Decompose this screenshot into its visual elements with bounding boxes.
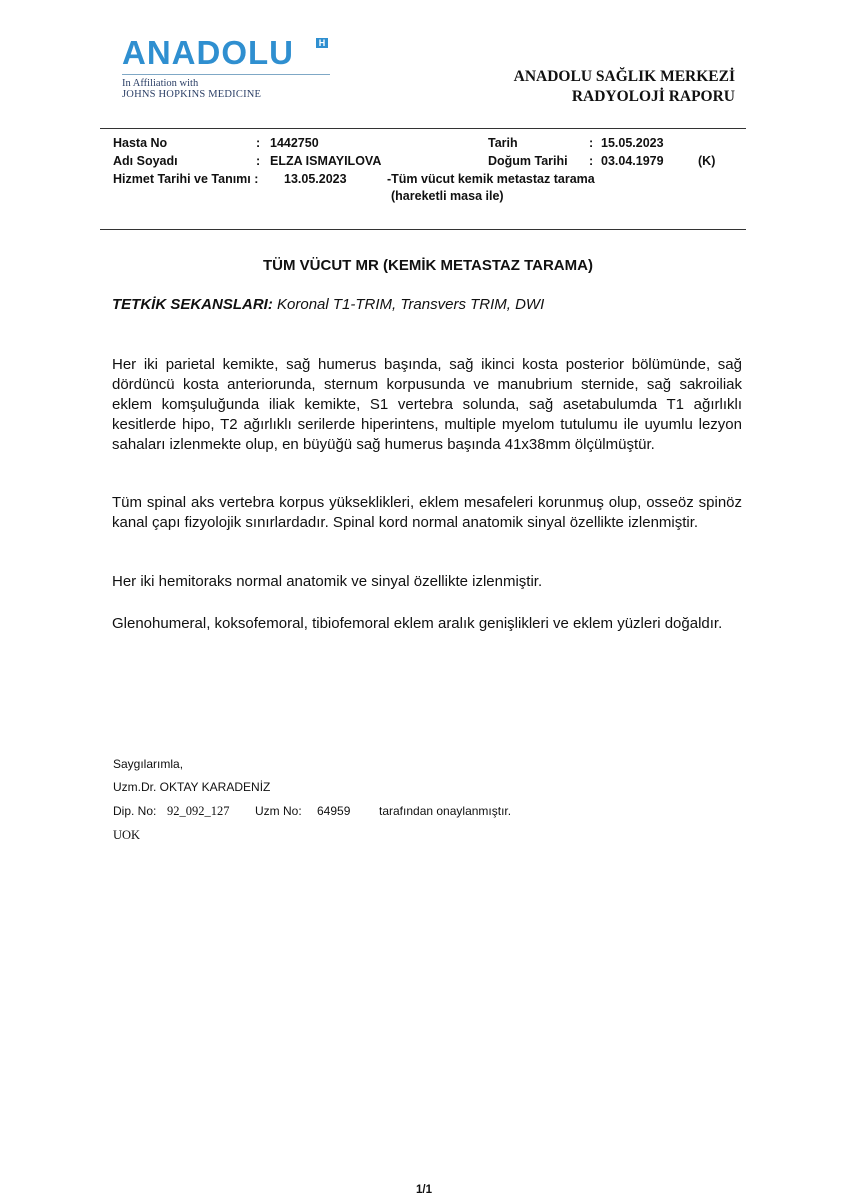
patient-no-label: Hasta No xyxy=(113,136,168,150)
header-divider-bottom xyxy=(100,229,746,230)
sequences-line xyxy=(112,297,544,312)
patient-name-value: ELZA ISMAYILOVA xyxy=(270,154,382,168)
sex-badge: (K) xyxy=(698,154,716,168)
sequences-label: TETKİK SEKANSLARI: xyxy=(112,296,273,313)
logo-brand: ANADOLU xyxy=(122,34,294,71)
patient-no-sep: : xyxy=(256,136,261,150)
birth-date-sep: : xyxy=(589,154,594,168)
findings-paragraph-spine: Tüm spinal aks vertebra korpus yükseklikleri, eklem mesafeleri korunmuş olup, osseöz spinöz kanal çapı fizyolojik sınırlardadır. Spinal kord normal anatomik sinyal özellikte izlenmiştir. xyxy=(112,494,742,531)
closing-text: Saygılarımla, xyxy=(113,757,184,771)
report-date-label: Tarih xyxy=(488,136,518,150)
diploma-number: 92_092_127 xyxy=(167,804,230,818)
report-type: RADYOLOJİ RAPORU xyxy=(571,88,735,105)
page-number: 1/1 xyxy=(416,1184,432,1196)
patient-no-value: 1442750 xyxy=(270,136,319,150)
report-title: TÜM VÜCUT MR (KEMİK METASTAZ TARAMA) xyxy=(263,257,593,274)
report-date-sep: : xyxy=(589,136,594,150)
patient-name-sep: : xyxy=(256,154,261,168)
approver-initials: UOK xyxy=(113,828,141,842)
institution-name: ANADOLU SAĞLIK MERKEZİ xyxy=(513,68,735,85)
specialist-label: Uzm No: xyxy=(255,804,302,818)
service-label: Hizmet Tarihi ve Tanımı : xyxy=(113,172,259,186)
findings-paragraph-thorax: Her iki hemitoraks normal anatomik ve sinyal özellikte izlenmiştir. xyxy=(112,573,543,590)
service-date: 13.05.2023 xyxy=(284,172,347,186)
birth-date-label: Doğum Tarihi xyxy=(488,154,568,168)
logo-affiliation: In Affiliation with xyxy=(122,78,199,89)
report-date-value: 15.05.2023 xyxy=(601,136,664,150)
service-description: -Tüm vücut kemik metastaz tarama xyxy=(387,172,595,186)
header-divider-top xyxy=(100,128,746,129)
findings-paragraph-joints: Glenohumeral, koksofemoral, tibiofemoral eklem aralık genişlikleri ve eklem yüzleri doğaldır. xyxy=(112,615,723,632)
birth-date-value: 03.04.1979 xyxy=(601,154,664,168)
service-description-detail: (hareketli masa ile) xyxy=(391,189,504,203)
approval-text: tarafından onaylanmıştır. xyxy=(379,804,512,818)
specialist-number: 64959 xyxy=(317,804,351,818)
logo-divider xyxy=(122,74,330,75)
doctor-name: Uzm.Dr. OKTAY KARADENİZ xyxy=(113,780,271,794)
hospital-h-icon: H xyxy=(316,38,328,48)
findings-paragraph-lesions: Her iki parietal kemikte, sağ humerus başında, sağ ikinci kosta posterior bölümünde, sağ dördüncü kosta anteriorunda, sternum korpusunda ve manubrium sternide, sağ sakroiliak eklem komşuluğunda iliak kemikte, S1 vertebra solunda, sağ asetabulumda T1 ağırlıklı kesitlerde hipo, T2 ağırlıklı serilerde hiperintens, multiple myelom tutulumu ile uyumlu lezyon sahaları izlenmekte olup, en büyüğü sağ humerus başında 41x38mm ölçülmüştür. xyxy=(112,356,742,453)
logo-affiliation-partner: JOHNS HOPKINS MEDICINE xyxy=(122,89,262,100)
patient-name-label: Adı Soyadı xyxy=(113,154,178,168)
sequences-value: Koronal T1-TRIM, Transvers TRIM, DWI xyxy=(272,296,545,313)
diploma-label: Dip. No: xyxy=(113,804,157,818)
